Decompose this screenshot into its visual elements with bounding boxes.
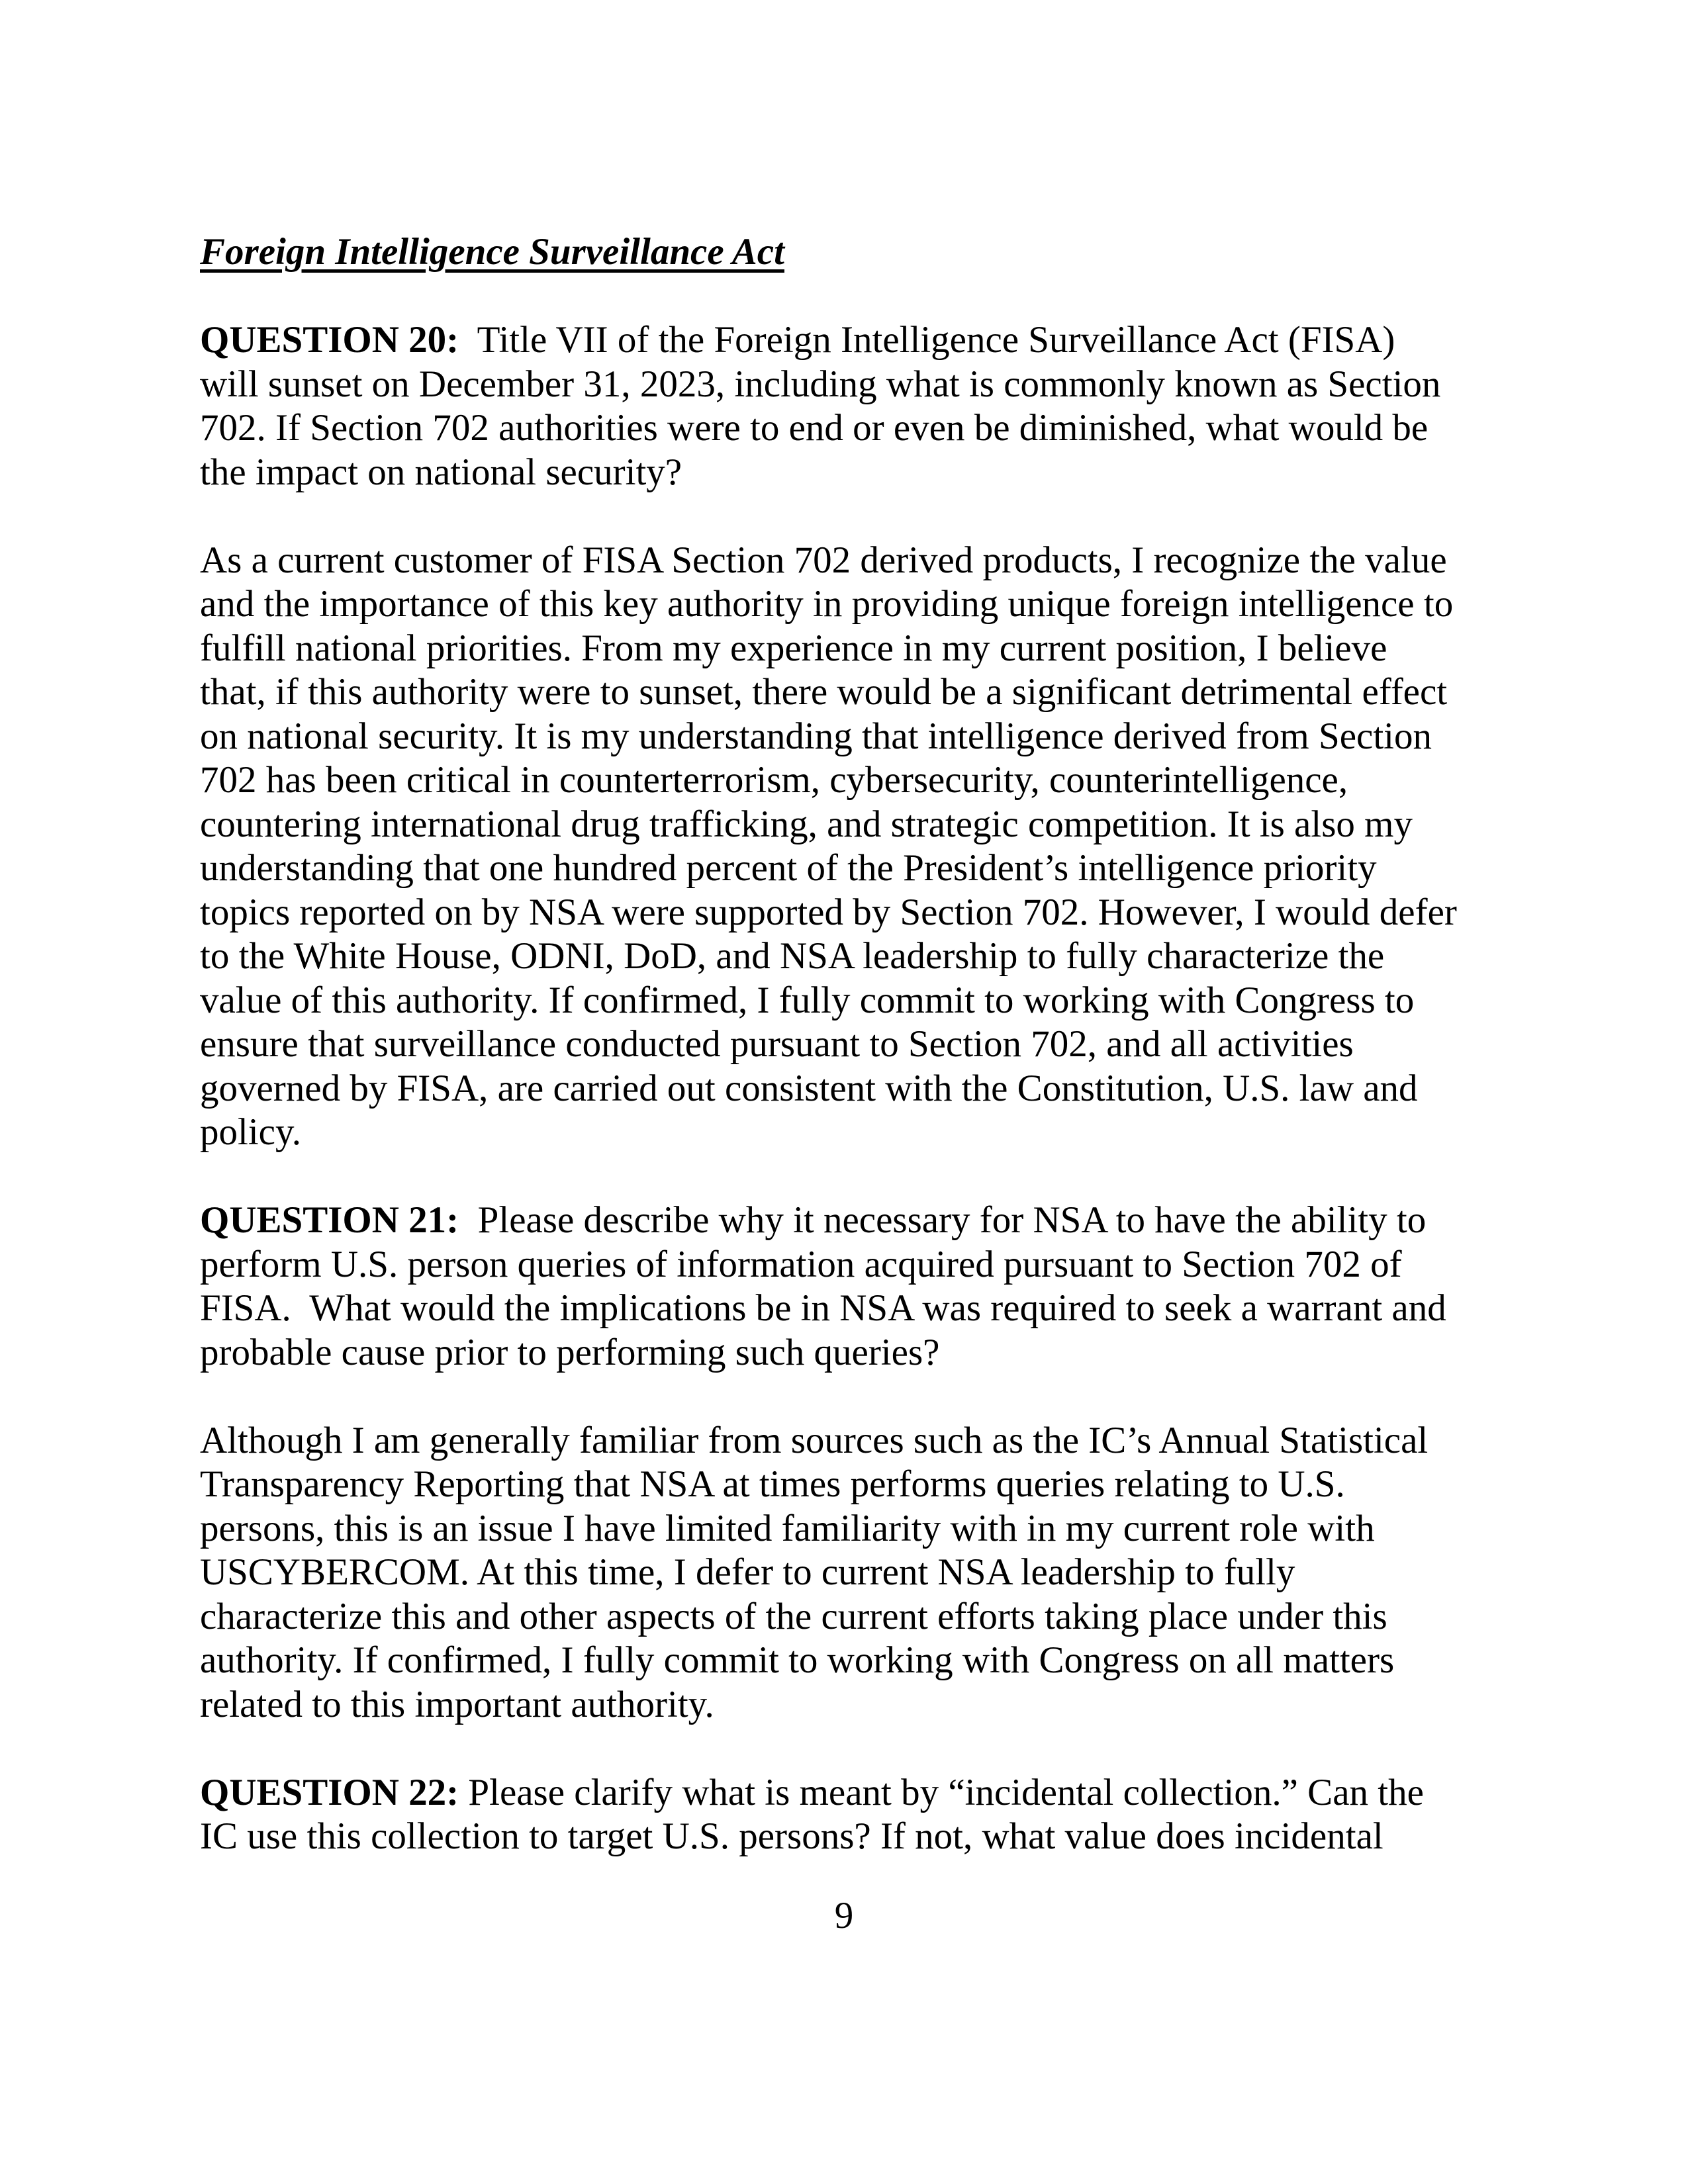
answer-text: fulfill national priorities. From my experience in my current position, I believe	[200, 627, 1387, 669]
question-label: QUESTION 20:	[200, 319, 459, 361]
answer-text: and the importance of this key authority in providing unique foreign intelligence to	[200, 583, 1454, 625]
document-page	[200, 230, 1524, 1859]
answer-21	[200, 1419, 1524, 1727]
answer-text: authority. If confirmed, I fully commit to working with Congress on all matters	[200, 1639, 1395, 1681]
answer-text: policy.	[200, 1111, 302, 1153]
answer-text: topics reported on by NSA were supported by Section 702. However, I would defer	[200, 891, 1457, 933]
answer-text: that, if this authority were to sunset, there would be a significant detrimental effect	[200, 671, 1448, 713]
answer-text: related to this important authority.	[200, 1683, 714, 1725]
question-label: QUESTION 21:	[200, 1199, 459, 1241]
question-text: IC use this collection to target U.S. persons? If not, what value does incidental	[200, 1815, 1383, 1857]
question-text: the impact on national security?	[200, 451, 682, 493]
answer-20	[200, 539, 1524, 1155]
question-label: QUESTION 22:	[200, 1771, 459, 1813]
section-heading-line	[200, 230, 1524, 275]
question-text: 702. If Section 702 authorities were to end or even be diminished, what would be	[200, 407, 1429, 449]
question-22	[200, 1771, 1524, 1859]
answer-text: Although I am generally familiar from sources such as the IC’s Annual Statistical	[200, 1419, 1429, 1461]
question-text: Please describe why it necessary for NSA to have the ability to	[459, 1199, 1427, 1241]
answer-text: characterize this and other aspects of the current efforts taking place under this	[200, 1595, 1387, 1637]
page-number: 9	[834, 1895, 854, 1936]
question-text: will sunset on December 31, 2023, including what is commonly known as Section	[200, 363, 1441, 405]
section-heading: Foreign Intelligence Surveillance Act	[200, 231, 784, 273]
answer-text: understanding that one hundred percent of the President’s intelligence priority	[200, 847, 1377, 889]
question-text: Title VII of the Foreign Intelligence Surveillance Act (FISA)	[459, 319, 1395, 361]
question-21	[200, 1199, 1524, 1375]
answer-text: Transparency Reporting that NSA at times performs queries relating to U.S.	[200, 1463, 1345, 1505]
question-text: Please clarify what is meant by “incidental collection.” Can the	[459, 1771, 1424, 1813]
answer-text: to the White House, ODNI, DoD, and NSA leadership to fully characterize the	[200, 935, 1385, 977]
answer-text: 702 has been critical in counterterrorism, cybersecurity, counterintelligence,	[200, 759, 1348, 801]
answer-text: As a current customer of FISA Section 702 derived products, I recognize the value	[200, 539, 1447, 581]
question-20	[200, 318, 1524, 494]
answer-text: governed by FISA, are carried out consistent with the Constitution, U.S. law and	[200, 1067, 1418, 1109]
answer-text: USCYBERCOM. At this time, I defer to current NSA leadership to fully	[200, 1551, 1295, 1593]
answer-text: value of this authority. If confirmed, I fully commit to working with Congress to	[200, 979, 1415, 1021]
question-text: probable cause prior to performing such queries?	[200, 1331, 940, 1373]
answer-text: ensure that surveillance conducted pursuant to Section 702, and all activities	[200, 1023, 1354, 1065]
answer-text: countering international drug trafficking, and strategic competition. It is also my	[200, 803, 1413, 845]
answer-text: on national security. It is my understanding that intelligence derived from Section	[200, 715, 1432, 757]
answer-text: persons, this is an issue I have limited familiarity with in my current role with	[200, 1507, 1375, 1549]
question-text: perform U.S. person queries of information acquired pursuant to Section 702 of	[200, 1243, 1402, 1285]
question-text: FISA. What would the implications be in NSA was required to seek a warrant and	[200, 1287, 1446, 1329]
